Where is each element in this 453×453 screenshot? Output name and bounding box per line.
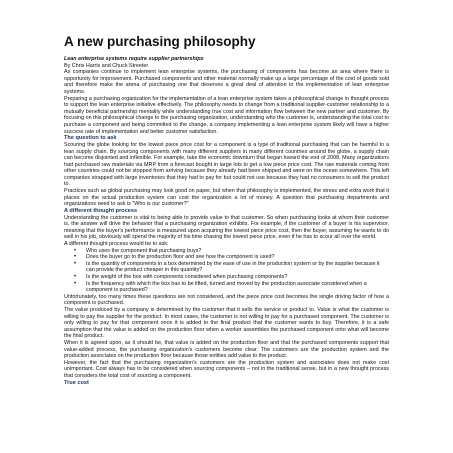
body-paragraph: Scouring the globe looking for the lowest piece price cost for a component is a type of traditional purchasing that can be harmful to a lean supply chain. By sourcing components with many different suppliers in many different countries around the globe, a supply chain can become disjointed and inflexible. For example, take the economic downturn that began toward the end of 2008. Many organizations had purchased raw materials via MRP from a forecast bought in large lots to get a low piece price cost. The raw materials coming from other countries could not be stopped from arriving because they already had been shipped and were on the ocean somewhere. This left companies strapped with large inventories that they had to pay for but could not use because they had no consumers to sell the product to. [64,141,389,188]
intro-paragraph: As companies continue to implement lean enterprise systems, the purchasing of components has become an area where there is opportunity for improvement. Purchased components and other material normally make up a large percentage of the cost of goods sold and therefore make the arena of purchasing one that deserves a great deal of attention in the implementation of lean enterprise systems. [64,69,389,95]
intro-paragraph: Preparing a purchasing organization for the implementation of a lean enterprise system takes a philosophical change in thought process to support the lean enterprise initiative effectively. The philosophy needs to change from a traditional supplier-customer relationship to a mutually beneficial partnership mentality while understanding true cost and information flow between the new partner and customer. By focusing on this philosophical change to the purchasing organization, understanding who the customer is, understanding the total cost to purchase a component and being committed to the change, a company implementing a lean enterprise system likely will have a higher success rate of implementation and better customer satisfaction. [64,95,389,135]
article-title: A new purchasing philosophy [64,34,256,49]
body-paragraph: A different thought process would be to ask: [64,241,169,248]
list-item: • Who uses the component that purchasing buys? [86,248,389,255]
body-paragraph: However, the fact that the purchasing organization's customers are the production system and associates does not make cost unimportant. Cost always has to be considered when sourcing components – not in the traditional sense, but in a new thought process that considers the total cost of sourcing a component. [64,359,389,379]
question-list [64,248,389,294]
section-heading: A different thought process [64,207,138,214]
list-item: • Is the quantity of components in a box determined by the ease of use in the production system or by the supplier because it can provide the product cheaper in this quantity? [86,261,389,274]
section-question-to-ask [64,135,389,208]
body-paragraph: The value produced by a company is determined by the customer that it sells the service or product to. Value is what the customer is willing to pay the supplier for the product. In most cases, the customer is not willing to pay for a purchased component. The customer is only willing to pay for that component once it is added to the final product that the customer wants to buy. Therefore, it is a safe assumption that the value is added on the production floor when a worker assembles the purchased component onto what will become the final product. [64,306,389,340]
section-true-cost [64,380,389,387]
section-different-thought-process [64,208,389,380]
list-item: • Is the weight of the box with components considered when purchasing components? [86,274,389,281]
section-heading: True cost [64,379,89,386]
list-item: • Does the buyer go to the production floor and see how the component is used? [86,254,389,261]
list-item: • Is the frequency with which the box has to be lifted, turned and moved by the production associate considered when a component is purchased? [86,281,389,294]
article-subtitle: Lean enterprise systems require supplier partnerships [64,56,204,62]
section-heading: The question to ask [64,135,117,142]
article-byline: By Chris Harris and Chuck Streeter [64,62,149,69]
body-paragraph: Practices such as global purchasing may look good on paper, but when that philosophy is implemented, the stress and extra work that it places on the actual production system can cost the organization a lot of money. A question that purchasing departments and organizations need to ask is "Who is our customer?" [64,188,389,208]
body-paragraph: When it is agreed upon, as it should be, that value is added on the production floor and that the purchased components support that value-added process, the purchasing organization's customers become clear. The customers are the production system and the production associates on the production floor because those entities add value to the product. [64,339,389,360]
body-paragraph: Understanding the customer is vital to being able to provide value to that customer. So when purchasing looks at whom their customer is, the answer will drive the behavior that a purchasing organization exhibits. For example, if the customer of a buyer is his supervisor, meaning that the buyer's performance is measured upon acquiring the lowest piece price cost, then the buyer, assuming he wants to do well in his job, obviously will spend the majority of his time chasing the lowest piece price, even if he has to scour all over the world. [64,214,389,241]
body-paragraph: Unfortunately, too many times these questions are not considered, and the piece price cost becomes the single driving factor of how a component is purchased. [64,293,389,307]
